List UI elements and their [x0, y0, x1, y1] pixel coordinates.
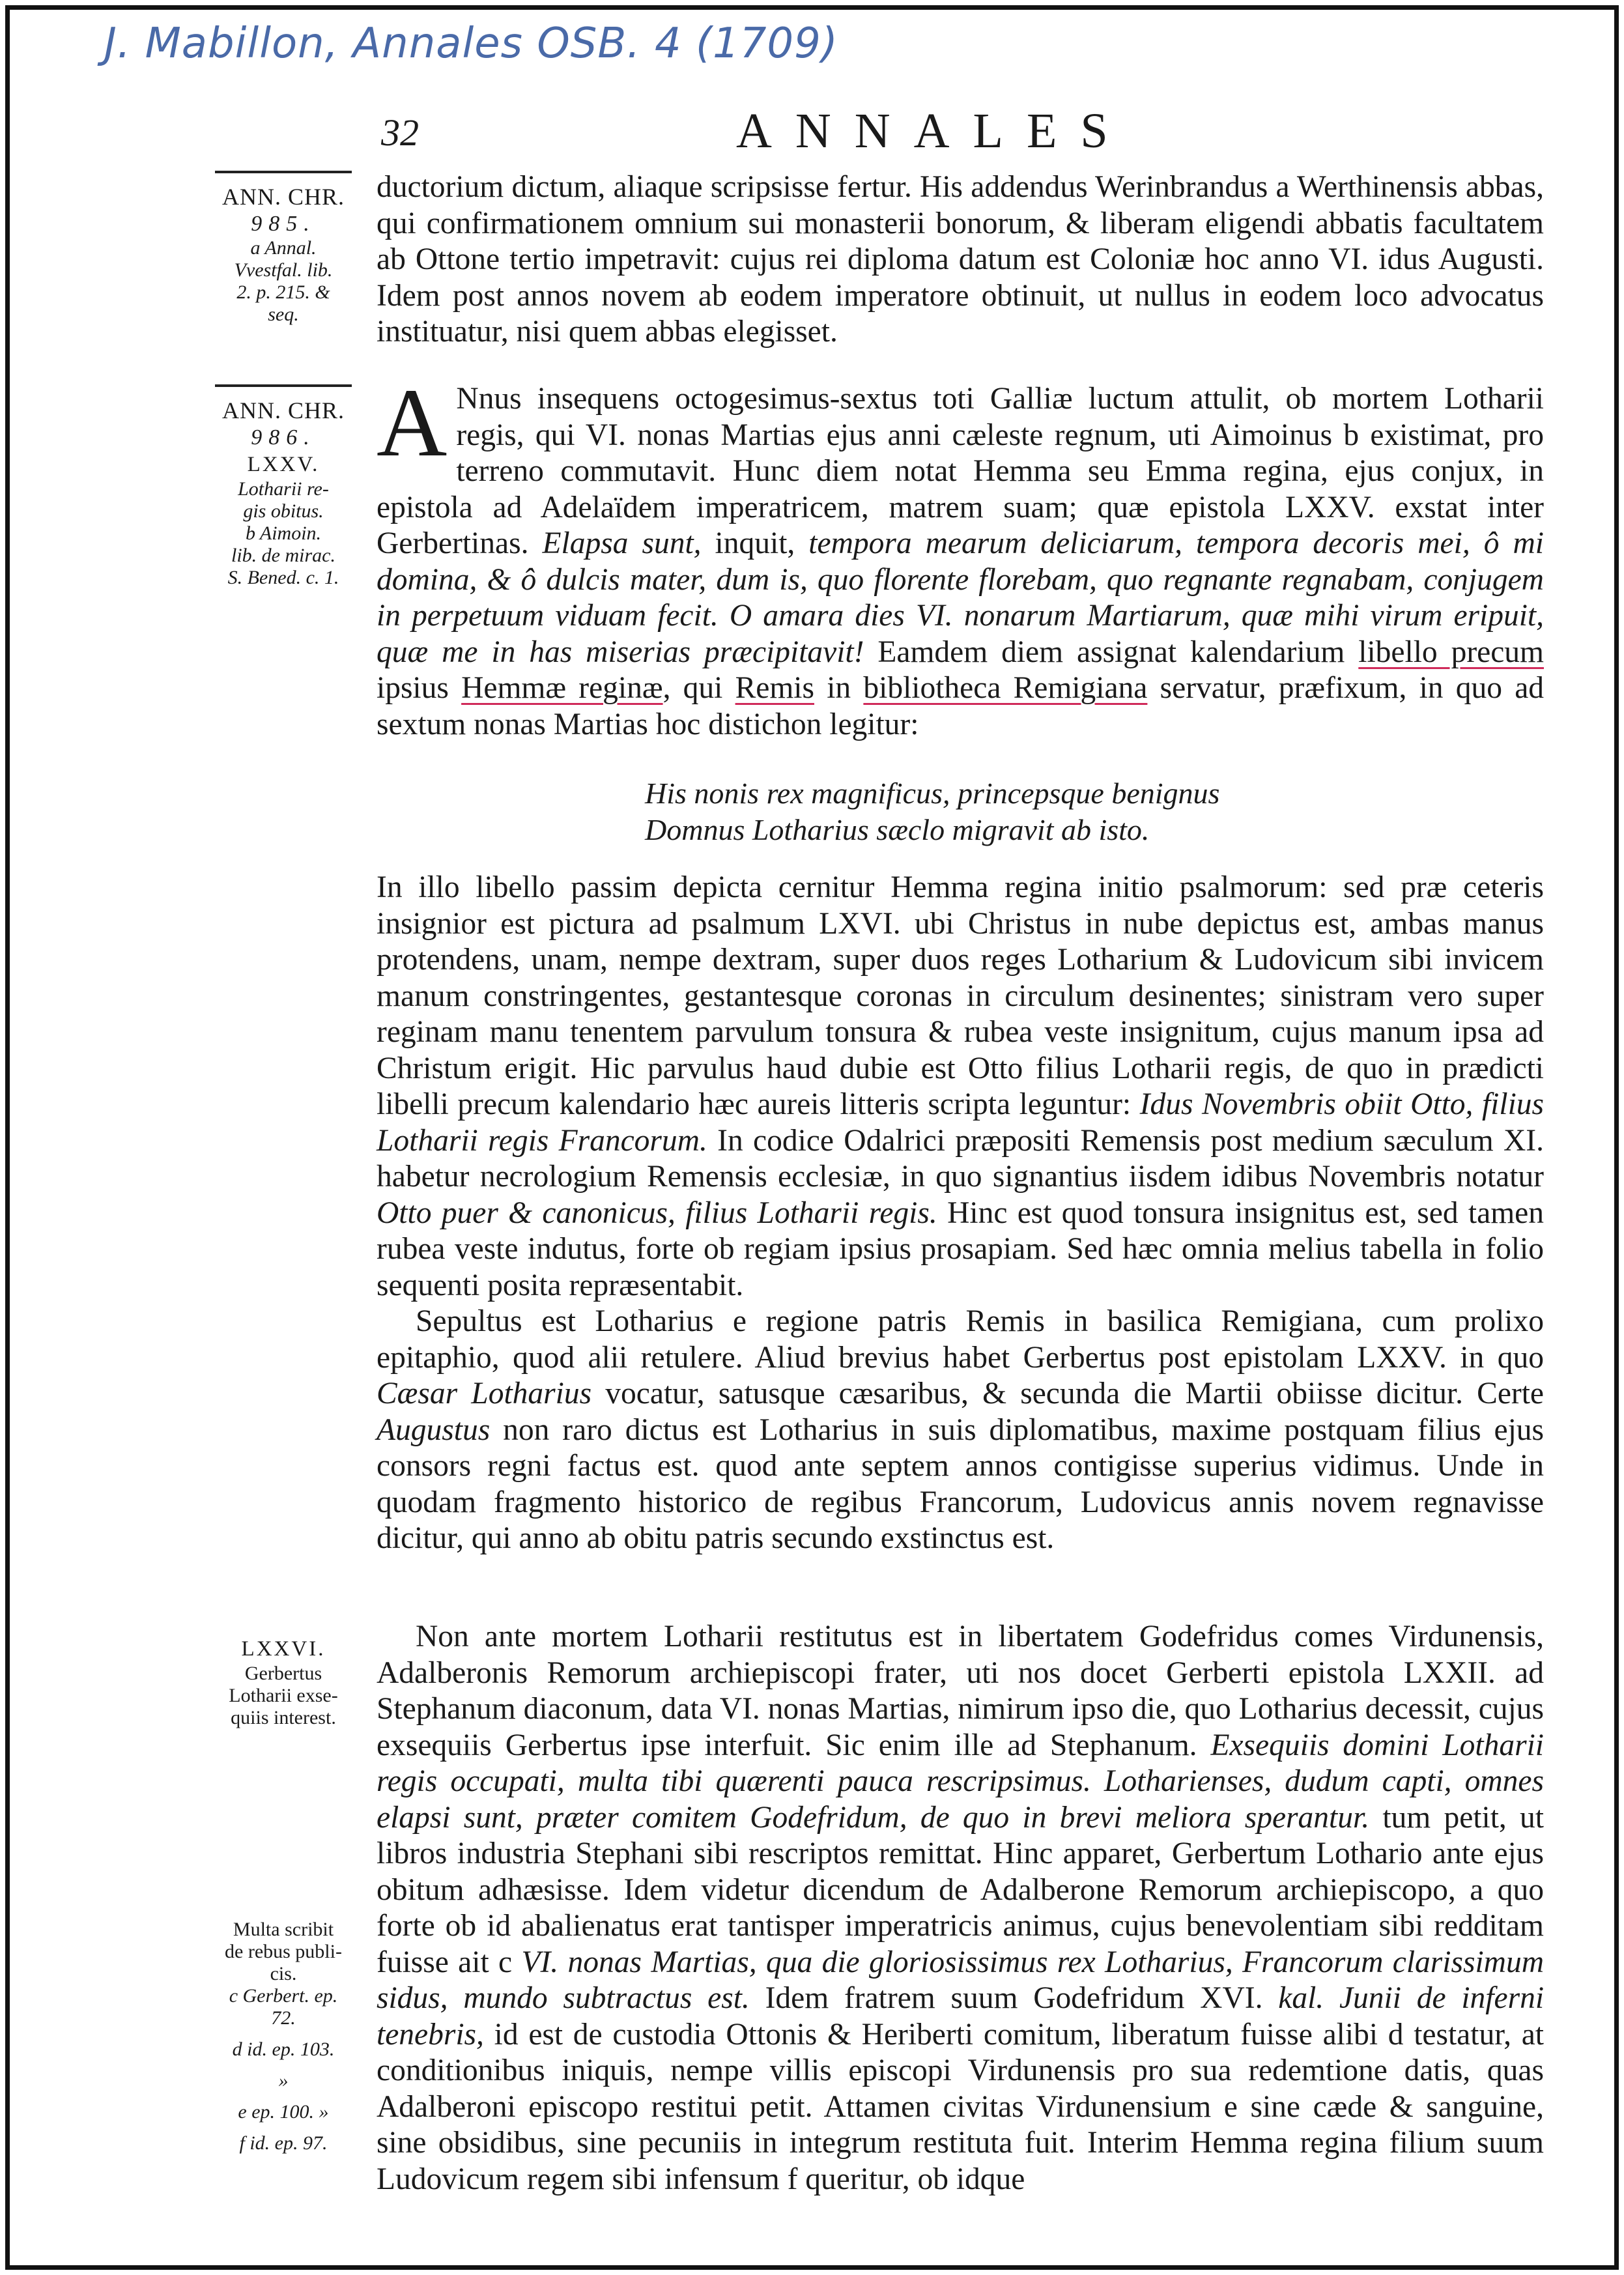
margin-rule: [215, 171, 352, 173]
quoted-text: Augustus: [377, 1412, 491, 1447]
margin-note-986: [202, 384, 365, 589]
margin-summary-line: cis.: [270, 1963, 297, 1984]
paragraph-text: ipsius: [377, 671, 449, 705]
paragraph-985: [377, 169, 1544, 351]
margin-footnote-line: a Annal.: [250, 237, 317, 259]
paragraph-text: vocatur, satusque cæsaribus, & secunda die Martii obiisse dicitur. Certe: [605, 1377, 1545, 1410]
paragraph-libellus: [377, 870, 1544, 1557]
page-number: 32: [381, 111, 419, 154]
margin-footnote-line: seq.: [268, 304, 299, 325]
verse-line: His nonis rex magnificus, princepsque benignus: [645, 777, 1220, 810]
margin-summary-line: Multa scribit: [233, 1919, 334, 1940]
paragraph-text: In codice Odalrici præpositi Remensis post medium sæculum XI. habetur necrologium Remensis ecclesiæ, in quo signantius iisdem idibus Novembris notatur: [377, 1123, 1545, 1194]
paragraph-text: servatur, præfixum, in quo ad sextum nonas Martias hoc distichon legitur:: [377, 671, 1545, 741]
running-head: ANNALES: [736, 104, 1132, 158]
margin-summary-line: Lotharii exse-: [229, 1685, 338, 1706]
margin-footnote-line: 72.: [271, 2007, 296, 2029]
margin-footnote-line: »: [278, 2070, 289, 2091]
margin-note-985: [202, 171, 365, 326]
margin-footnote-line: e ep. 100. »: [238, 2101, 329, 2123]
margin-footnote-line: Vvestfal. lib.: [234, 259, 333, 281]
quoted-text: tempora mearum deliciarum, tempora decoris mei, ô mi domina, & ô dulcis mater, dum is, quo florente florebam, quo regnante regnabam, conjugem in perpetuum viduam fecit. O amara dies VI. nonarum Martiarum, quæ mihi virum eripuit, quæ me in has miserias præcipitavit!: [377, 526, 1544, 669]
margin-note-gerbert: [202, 1919, 365, 2154]
paragraph-text: ductorium dictum, aliaque scripsisse fertur. His addendus Werinbrandus a Werthinensis abbas, qui confirmationem omnium sui monasterii bonorum, & liberam eligendi abbatis facultatem ab Ottone tertio impetravit: cujus rei diploma datum est Coloniæ hoc anno VI. idus Augusti. Idem post annos novem ab eodem imperatore obtinuit, ut nullus in eodem loco advocatus instituatur, nisi quem abbas elegisset.: [377, 170, 1544, 349]
distich-verse: [645, 775, 1427, 848]
margin-section-number: LXXVI.: [241, 1637, 326, 1661]
margin-footnote-line: c Gerbert. ep.: [229, 1985, 338, 2007]
margin-note-lxxvi: [202, 1635, 365, 1729]
paragraph-text: Hinc est quod tonsura insignitus est, sed tamen rubea veste indutus, forte ob regiam ipsius prosapiam. Sed hæc omnia melius tabella in folio sequenti posita repræsentabit.: [377, 1195, 1544, 1302]
paragraph-text: non raro dictus est Lotharius in suis diplomatibus, maxime postquam filius ejus consors regni factus est. quod ante septem annos contigisse superius vidimus. Unde in quodam fragmento historico de regibus Francorum, Ludovicus annis novem regnavisse dicitur, qui anno ab obitu patris secundo exstinctus est.: [377, 1412, 1544, 1555]
margin-summary-line: de rebus publi-: [225, 1941, 342, 1962]
paragraph-text: inquit,: [715, 526, 795, 560]
margin-summary-line: Lotharii re-: [238, 478, 329, 500]
underlined-phrase: Hemmæ reginæ: [461, 671, 663, 705]
paragraph-lothar-death: [377, 369, 1545, 743]
margin-heading: ANN. CHR.: [221, 397, 345, 423]
margin-summary-line: gis obitus.: [243, 500, 324, 522]
underlined-phrase: Remis: [735, 671, 814, 705]
paragraph-text: in: [827, 671, 851, 705]
underlined-phrase: bibliotheca Remigiana: [863, 671, 1148, 705]
quoted-text: Otto puer & canonicus, filius Lotharii regis.: [377, 1195, 937, 1230]
handwritten-citation: J. Mabillon, Annales OSB. 4 (1709): [104, 20, 838, 68]
margin-footnote-line: S. Bened. c. 1.: [227, 567, 339, 588]
paragraph-text: Eamdem diem assignat kalendarium: [877, 635, 1345, 669]
quoted-text: Idus Novembris obiit Otto, filius Lotharii regis Francorum.: [377, 1087, 1544, 1158]
margin-year: 985.: [251, 212, 316, 236]
quoted-text: kal. Junii de inferni tenebris,: [377, 1981, 1545, 2052]
paragraph-text: tum petit, ut libros industria Stephani sibi rescriptos remittat. Hinc apparet, Gerbertum Lothario ante ejus obitum adhæsisse. Idem videtur dicendum de Adalberone Remorum archiepiscopo, a quo forte ob id abalienatus erat tantisper imperatricis animus, cujus benevolentiam sibi redditam fuisse ait c: [377, 1800, 1545, 1979]
paragraph-text: Idem fratrem suum Godefridum XVI.: [765, 1981, 1263, 2015]
margin-footnote-line: 2. p. 215. &: [236, 281, 330, 303]
quoted-text: VI. nonas Martias, qua die gloriosissimus rex Lotharius, Francorum clarissimum sidus, mundo subtractus est.: [377, 1945, 1545, 2015]
drop-capital: A: [377, 369, 448, 477]
paragraph-text: , qui: [662, 671, 723, 705]
verse-line: Domnus Lotharius sæclo migravit ab isto.: [645, 813, 1150, 846]
margin-year: 986.: [251, 425, 316, 450]
margin-footnote-line: b Aimoin.: [245, 522, 322, 544]
paragraph-text: Sepultus est Lotharius e regione patris Remis in basilica Remigiana, cum prolixo epitaphio, quod alii retulere. Aliud brevius habet Gerbertus post epistolam LXXV. in quo: [377, 1304, 1544, 1375]
underlined-phrase: libello precum: [1358, 635, 1544, 669]
margin-footnote-line: lib. de mirac.: [231, 545, 335, 566]
margin-summary-line: quiis interest.: [231, 1707, 336, 1728]
margin-section-number: LXXV.: [247, 453, 320, 476]
margin-footnote-line: f id. ep. 97.: [239, 2132, 328, 2154]
paragraph-text: Nnus insequens octogesimus-sextus toti Galliæ luctum attulit, ob mortem Lotharii regis, qui VI. nonas Martias ejus anni cæleste regnum, uti Aimoinus b existimat, pro terreno commutavit. Hunc diem notat Hemma seu Emma regina, ejus conjux, in epistola ad Adelaïdem imperatricem, matrem suam; quæ epistola LXXV. exstat inter Gerbertinas.: [377, 382, 1544, 560]
margin-heading: ANN. CHR.: [221, 184, 345, 210]
paragraph-godefridus: [377, 1619, 1544, 2197]
quoted-text: Exsequiis domini Lotharii regis occupati, multa tibi quærenti pauca rescripsimus. Lotharienses, dudum capti, omnes elapsi sunt, præter comitem Godefridum, de quo in brevi meliora sperantur.: [377, 1728, 1545, 1835]
margin-footnote-line: d id. ep. 103.: [232, 2039, 335, 2060]
paragraph-text: Non ante mortem Lotharii restitutus est in libertatem Godefridus comes Virdunensis, Adalberonis Remorum archiepiscopi frater, uti nos docet Gerberti epistola LXXII. ad Stephanum diaconum, data VI. nonas Martias, nimirum ipso die, quo Lotharius decessit, cujus exsequiis Gerbertus ipse interfuit. Sic enim ille ad Stephanum.: [377, 1620, 1544, 1762]
quoted-text: Cæsar Lotharius: [377, 1377, 592, 1410]
margin-summary-line: Gerbertus: [244, 1663, 322, 1684]
quoted-text: Elapsa sunt,: [542, 526, 702, 560]
margin-rule: [215, 384, 352, 387]
paragraph-text: id est de custodia Ottonis & Heriberti comitum, liberatum fuisse alibi d testatur, at conditionibus iniquis, nempe villis episcopi Virdunensis pro sua redemtione datis, quas Adalberoni episcopo restitui petit. Attamen civitas Virdunensium e sine cæde & sanguine, sine obsidibus, sine pecuniis in integrum restituta fuit. Interim Hemma regina filium suum Ludovicum regem sibi infensum f queritur, ob idque: [377, 2017, 1545, 2196]
paragraph-text: In illo libello passim depicta cernitur Hemma regina initio psalmorum: sed præ ceteris insignior est pictura ad psalmum LXVI. ubi Christus in nube depictus est, ambas manus protendens, unam, nempe dextram, super duos reges Lotharium & Ludovicum sibi invicem manum constringentes, gestantesque coronas in circulum desinentes; sinistram vero super reginam manu tenentem parvulum tonsura & rubea veste insignitum, cujus manum ipsa ad Christum erigit. Hic parvulus haud dubie est Otto filius Lotharii regis, de quo in prædicti libelli precum kalendario hæc aureis litteris scripta leguntur:: [377, 870, 1544, 1121]
